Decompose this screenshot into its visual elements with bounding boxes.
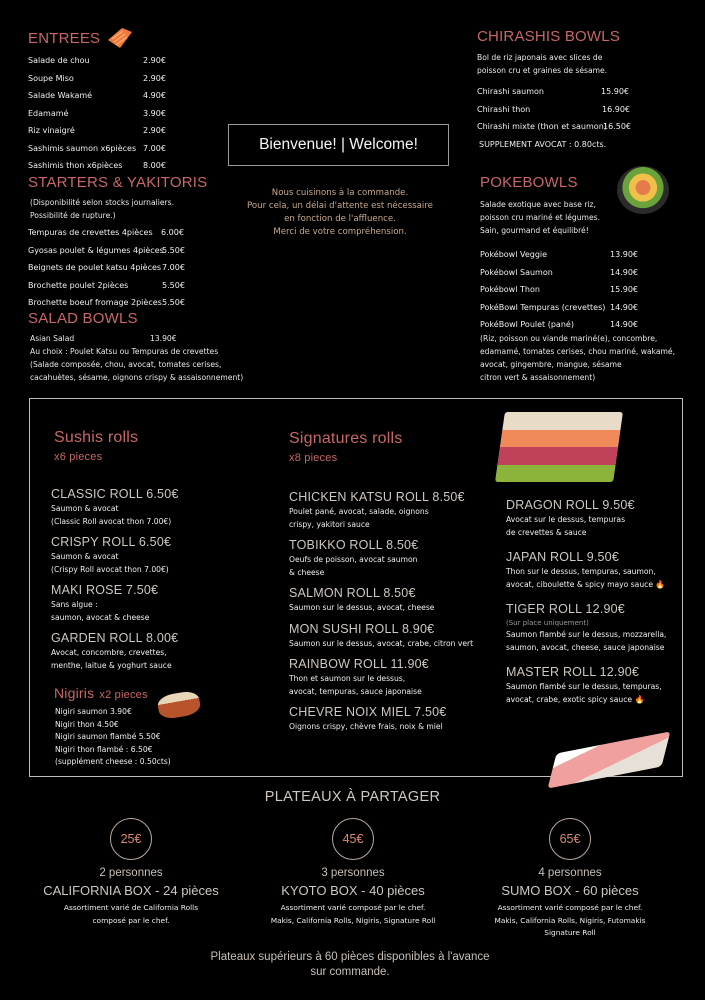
pokebowl-image (617, 166, 669, 214)
menu-item: Gyosas poulet & légumes 4pièces 5.50€ (28, 245, 185, 255)
nigiris-header: Nigiris x2 pieces (54, 685, 148, 701)
avocado-supplement: SUPPLEMENT AVOCAT : 0.80cts. (479, 140, 607, 149)
starters-note: (Disponibilité selon stocks journaliers. Possibilité de rupture.) (30, 198, 175, 220)
salad-bowls-content: Asian Salad 13.90€ Au choix : Poulet Katsu ou Tempuras de crevettes (Salade composée, chou, avocat, tomates cerises, cacahuètes, sésame, oignons crispy & assaisonnement) (30, 332, 260, 384)
menu-item: Chirashi saumon 15.90€ (477, 87, 629, 96)
plateau-california: 25€ 2 personnes CALIFORNIA BOX - 24 pièces Assortiment varié de California Rolls composé par le chef. (16, 818, 246, 927)
menu-item: Salade Wakamé 4.90€ (28, 91, 166, 100)
pokebowls-list (480, 246, 670, 334)
spicy-flame-icon: 🔥 (634, 694, 645, 704)
roll-item: RAINBOW ROLL 11.90€ Thon et saumon sur le dessus, avocat, tempuras, sauce japonaise (289, 657, 429, 696)
spicy-flame-icon: 🔥 (655, 579, 666, 589)
menu-item: Beignets de poulet katsu 4pièces 7.00€ (28, 263, 185, 272)
roll-item: MASTER ROLL 12.90€ Saumon flambé sur le dessus, tempuras, avocat, crabe, exotic spicy sauce 🔥 (506, 665, 662, 704)
menu-item: Soupe Miso 2.90€ (28, 73, 166, 83)
roll-item: MAKI ROSE 7.50€ Sans algue : saumon, avocat & cheese (51, 583, 159, 622)
chirashis-heading: CHIRASHIS BOWLS (477, 28, 621, 45)
menu-item: Salade de chou 2.90€ (28, 56, 166, 65)
roll-item: CLASSIC ROLL 6.50€ Saumon & avocat (Classic Roll avocat thon 7.00€) (51, 487, 179, 526)
sushis-rolls-list (51, 487, 271, 679)
menu-item: Sashimis saumon x6pièces 7.00€ (28, 143, 166, 153)
menu-item: Edamamé 3.90€ (28, 108, 166, 118)
signature-rolls-list (289, 490, 499, 741)
sushi-tray-image (495, 412, 623, 482)
entrees-heading: ENTREES (28, 30, 101, 47)
plateaux-footer-note: Plateaux supérieurs à 60 pièces disponibles à l'avance sur commande. (210, 951, 490, 978)
waiting-notice: Nous cuisinons à la commande. Pour cela, un délai d'attente est nécessaire en fonction de l'affluence. Merci de votre compréhension. (247, 188, 433, 237)
menu-item: PokéBowl Tempuras (crevettes) 14.90€ (480, 302, 638, 312)
menu-item: Chirashi mixte (thon et saumon) 16.50€ (477, 122, 631, 131)
menu-item: Brochette boeuf fromage 2pièces 5.50€ (28, 298, 185, 307)
pokebowls-description: Salade exotique avec base riz, poisson cru mariné et légumes. Sain, gourmand et équilibré! (480, 200, 600, 235)
roll-item: GARDEN ROLL 8.00€ Avocat, concombre, crevettes, menthe, laitue & yoghurt sauce (51, 631, 179, 670)
price-circle: 65€ (549, 818, 591, 860)
menu-item: Brochette poulet 2pièces 5.50€ (28, 280, 185, 290)
chirashis-list (477, 83, 667, 136)
menu-item: Pokébowl Thon 15.90€ (480, 285, 638, 294)
menu-item: PokéBowl Poulet (pané) 14.90€ (480, 320, 638, 329)
starters-heading: STARTERS & YAKITORIS (28, 174, 208, 191)
menu-item: Asian Salad 13.90€ (30, 334, 177, 343)
pokebowls-ingredients: (Riz, poisson ou viande mariné(e), concombre, edamamé, tomates cerises, chou mariné, wakamé, avocat, gingembre, mangue, sésame citron vert & assaisonnement) (480, 334, 675, 382)
menu-item: Pokébowl Veggie 13.90€ (480, 250, 638, 259)
price-circle: 45€ (332, 818, 374, 860)
menu-item: Tempuras de crevettes 4pièces 6.00€ (28, 228, 184, 237)
roll-item: SALMON ROLL 8.50€ Saumon sur le dessus, avocat, cheese (289, 586, 435, 612)
premium-rolls-list (506, 498, 686, 713)
roll-item: JAPAN ROLL 9.50€ Thon sur le dessus, tempuras, saumon, avocat, ciboulette & spicy mayo sauce 🔥 (506, 550, 666, 589)
pokebowls-heading: POKEBOWLS (480, 174, 578, 191)
sushis-rolls-header: Sushis rolls x6 pieces (54, 429, 139, 463)
roll-item: TIGER ROLL 12.90€ (Sur place uniquement) Saumon flambé sur le dessus, mozzarella, saumon, avocat, cheese, sauce japonaise (506, 602, 667, 652)
roll-item: CHEVRE NOIX MIEL 7.50€ Oignons crispy, chèvre frais, noix & miel (289, 705, 447, 731)
roll-item: MON SUSHI ROLL 8.90€ Saumon sur le dessus, avocat, crabe, citron vert (289, 621, 474, 648)
menu-item: Sashimis thon x6pièces 8.00€ (28, 161, 166, 170)
plateau-sumo: 65€ 4 personnes SUMO BOX - 60 pièces Assortiment varié composé par le chef. Makis, California Rolls, Nigiris, Futomakis Signature Roll (455, 818, 685, 940)
roll-item: CHICKEN KATSU ROLL 8.50€ Poulet pané, avocat, salade, oignons crispy, yakitori sauce (289, 490, 465, 529)
plateau-kyoto: 45€ 3 personnes KYOTO BOX - 40 pièces Assortiment varié composé par le chef. Makis, California Rolls, Nigiris, Signature Roll (238, 818, 468, 927)
price-circle: 25€ (110, 818, 152, 860)
menu-item: Riz vinaigré 2.90€ (28, 126, 166, 135)
roll-item: CRISPY ROLL 6.50€ Saumon & avocat (Crispy Roll avocat thon 7.00€) (51, 535, 172, 574)
chirashis-description: Bol de riz japonais avec slices de poisson cru et graines de sésame. (477, 53, 608, 75)
salmon-sashimi-image (104, 26, 134, 50)
roll-item: TOBIKKO ROLL 8.50€ Oeufs de poisson, avocat saumon & cheese (289, 538, 419, 577)
roll-item: DRAGON ROLL 9.50€ Avocat sur le dessus, tempuras de crevettes & sauce (506, 498, 635, 537)
signature-rolls-header: Signatures rolls x8 pieces (289, 430, 403, 464)
welcome-banner: Bienvenue! | Welcome! (228, 124, 449, 166)
entrees-list (28, 52, 178, 175)
plateaux-heading: PLATEAUX À PARTAGER (264, 789, 441, 805)
starters-list (28, 224, 198, 312)
menu-item: Chirashi thon 16.90€ (477, 104, 630, 114)
nigiris-list: Nigiri saumon 3.90€ Nigiri thon 4.50€ Nigiri saumon flambé 5.50€ Nigiri thon flambé : 6.50€ (supplément cheese : 0.50cts) (55, 707, 171, 766)
salad-bowls-heading: SALAD BOWLS (28, 310, 138, 327)
menu-item: Pokébowl Saumon 14.90€ (480, 267, 638, 277)
